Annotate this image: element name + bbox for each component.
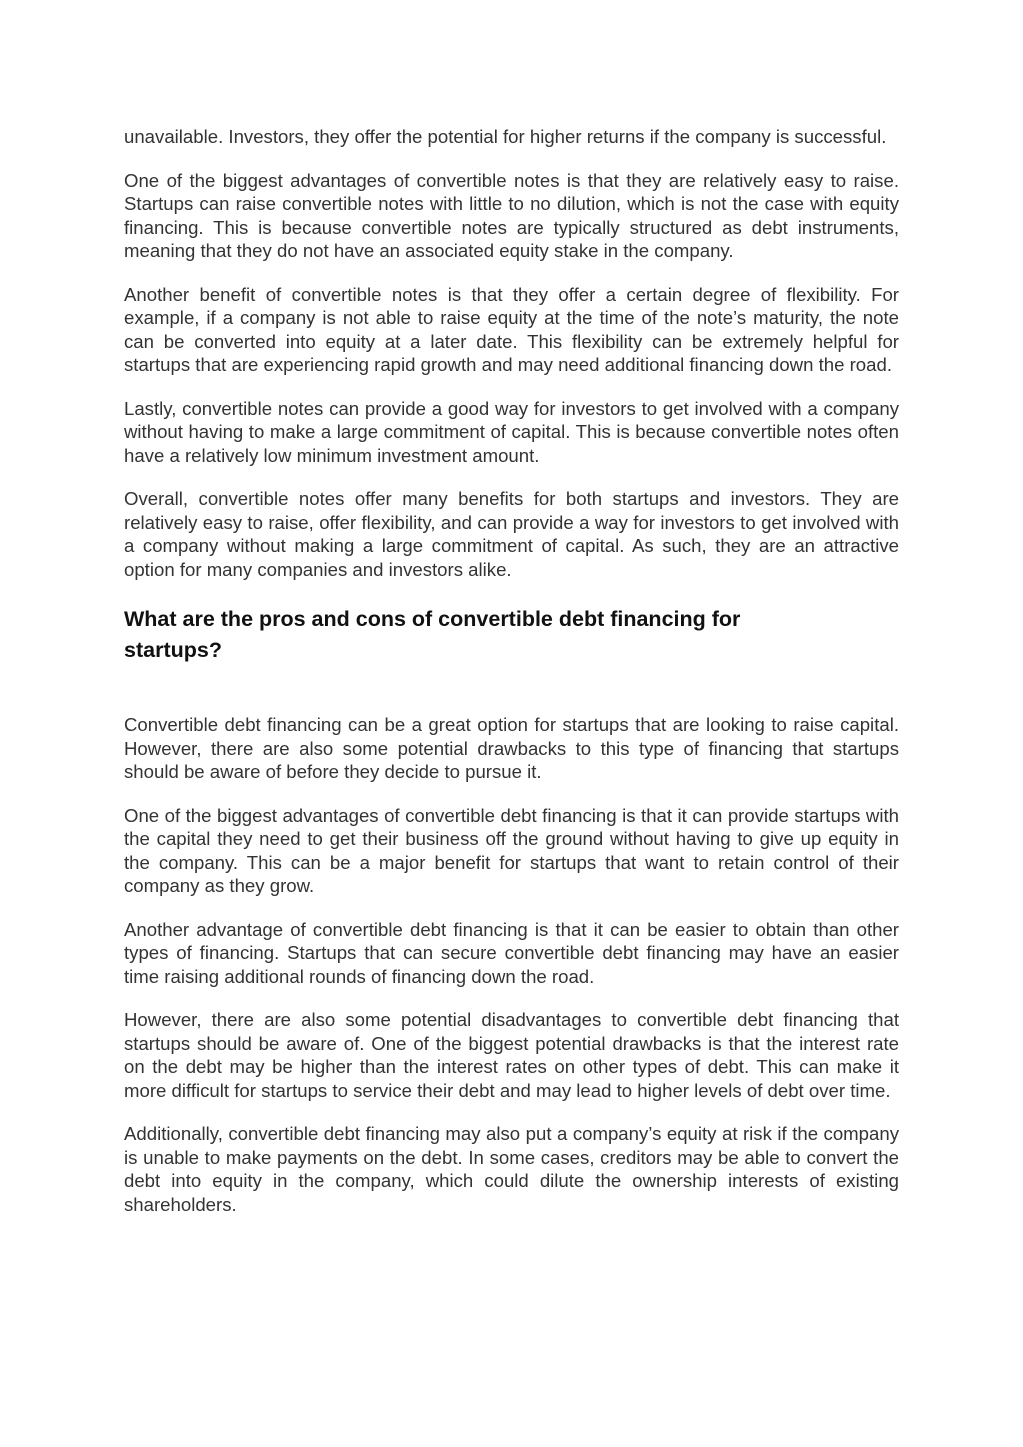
paragraph: Another advantage of convertible debt financing is that it can be easier to obtain than other types of financing. Startups that can secure convertible debt financing may have an easier time raising additional rounds of financing down the road.	[124, 918, 899, 987]
paragraph: However, there are also some potential disadvantages to convertible debt financing that startups should be aware of. One of the biggest potential drawbacks is that the interest rate on the debt may be higher than the interest rates on other types of debt. This can make it more difficult for startups to service their debt and may lead to higher levels of debt over time.	[124, 1009, 899, 1101]
paragraph: Convertible debt financing can be a great option for startups that are looking to raise capital. However, there are also some potential drawbacks to this type of financing that startups should be aware of before they decide to pursue it.	[124, 714, 899, 782]
paragraph: One of the biggest advantages of convertible notes is that they are relatively easy to raise. Startups can raise convertible notes with little to no dilution, which is not the case with equity financing. This is because convertible notes are typically structured as debt instruments, meaning that they do not have an associated equity stake in the company.	[124, 169, 899, 261]
paragraph: Additionally, convertible debt financing may also put a company’s equity at risk if the company is unable to make payments on the debt. In some cases, creditors may be able to convert the debt into equity in the company, which could dilute the ownership interests of existing shareholders.	[124, 1123, 899, 1215]
paragraph: Another benefit of convertible notes is that they offer a certain degree of flexibility. For example, if a company is not able to raise equity at the time of the note’s maturity, the note can be converted into equity at a later date. This flexibility can be extremely helpful for startups that are experiencing rapid growth and may need additional financing down the road.	[124, 283, 899, 375]
section-heading: What are the pros and cons of convertible debt financing for startups?	[124, 607, 741, 662]
document-page	[124, 125, 899, 1236]
paragraph: unavailable. Investors, they offer the potential for higher returns if the company is successful.	[124, 126, 887, 147]
paragraph: Overall, convertible notes offer many benefits for both startups and investors. They are relatively easy to raise, offer flexibility, and can provide a way for investors to get involved with a company without making a large commitment of capital. As such, they are an attractive option for many companies and investors alike.	[124, 488, 899, 580]
paragraph: One of the biggest advantages of convertible debt financing is that it can provide startups with the capital they need to get their business off the ground without having to give up equity in the company. This can be a major benefit for startups that want to retain control of their company as they grow.	[124, 804, 899, 896]
paragraph: Lastly, convertible notes can provide a good way for investors to get involved with a company without having to make a large commitment of capital. This is because convertible notes often have a relatively low minimum investment amount.	[124, 397, 899, 466]
